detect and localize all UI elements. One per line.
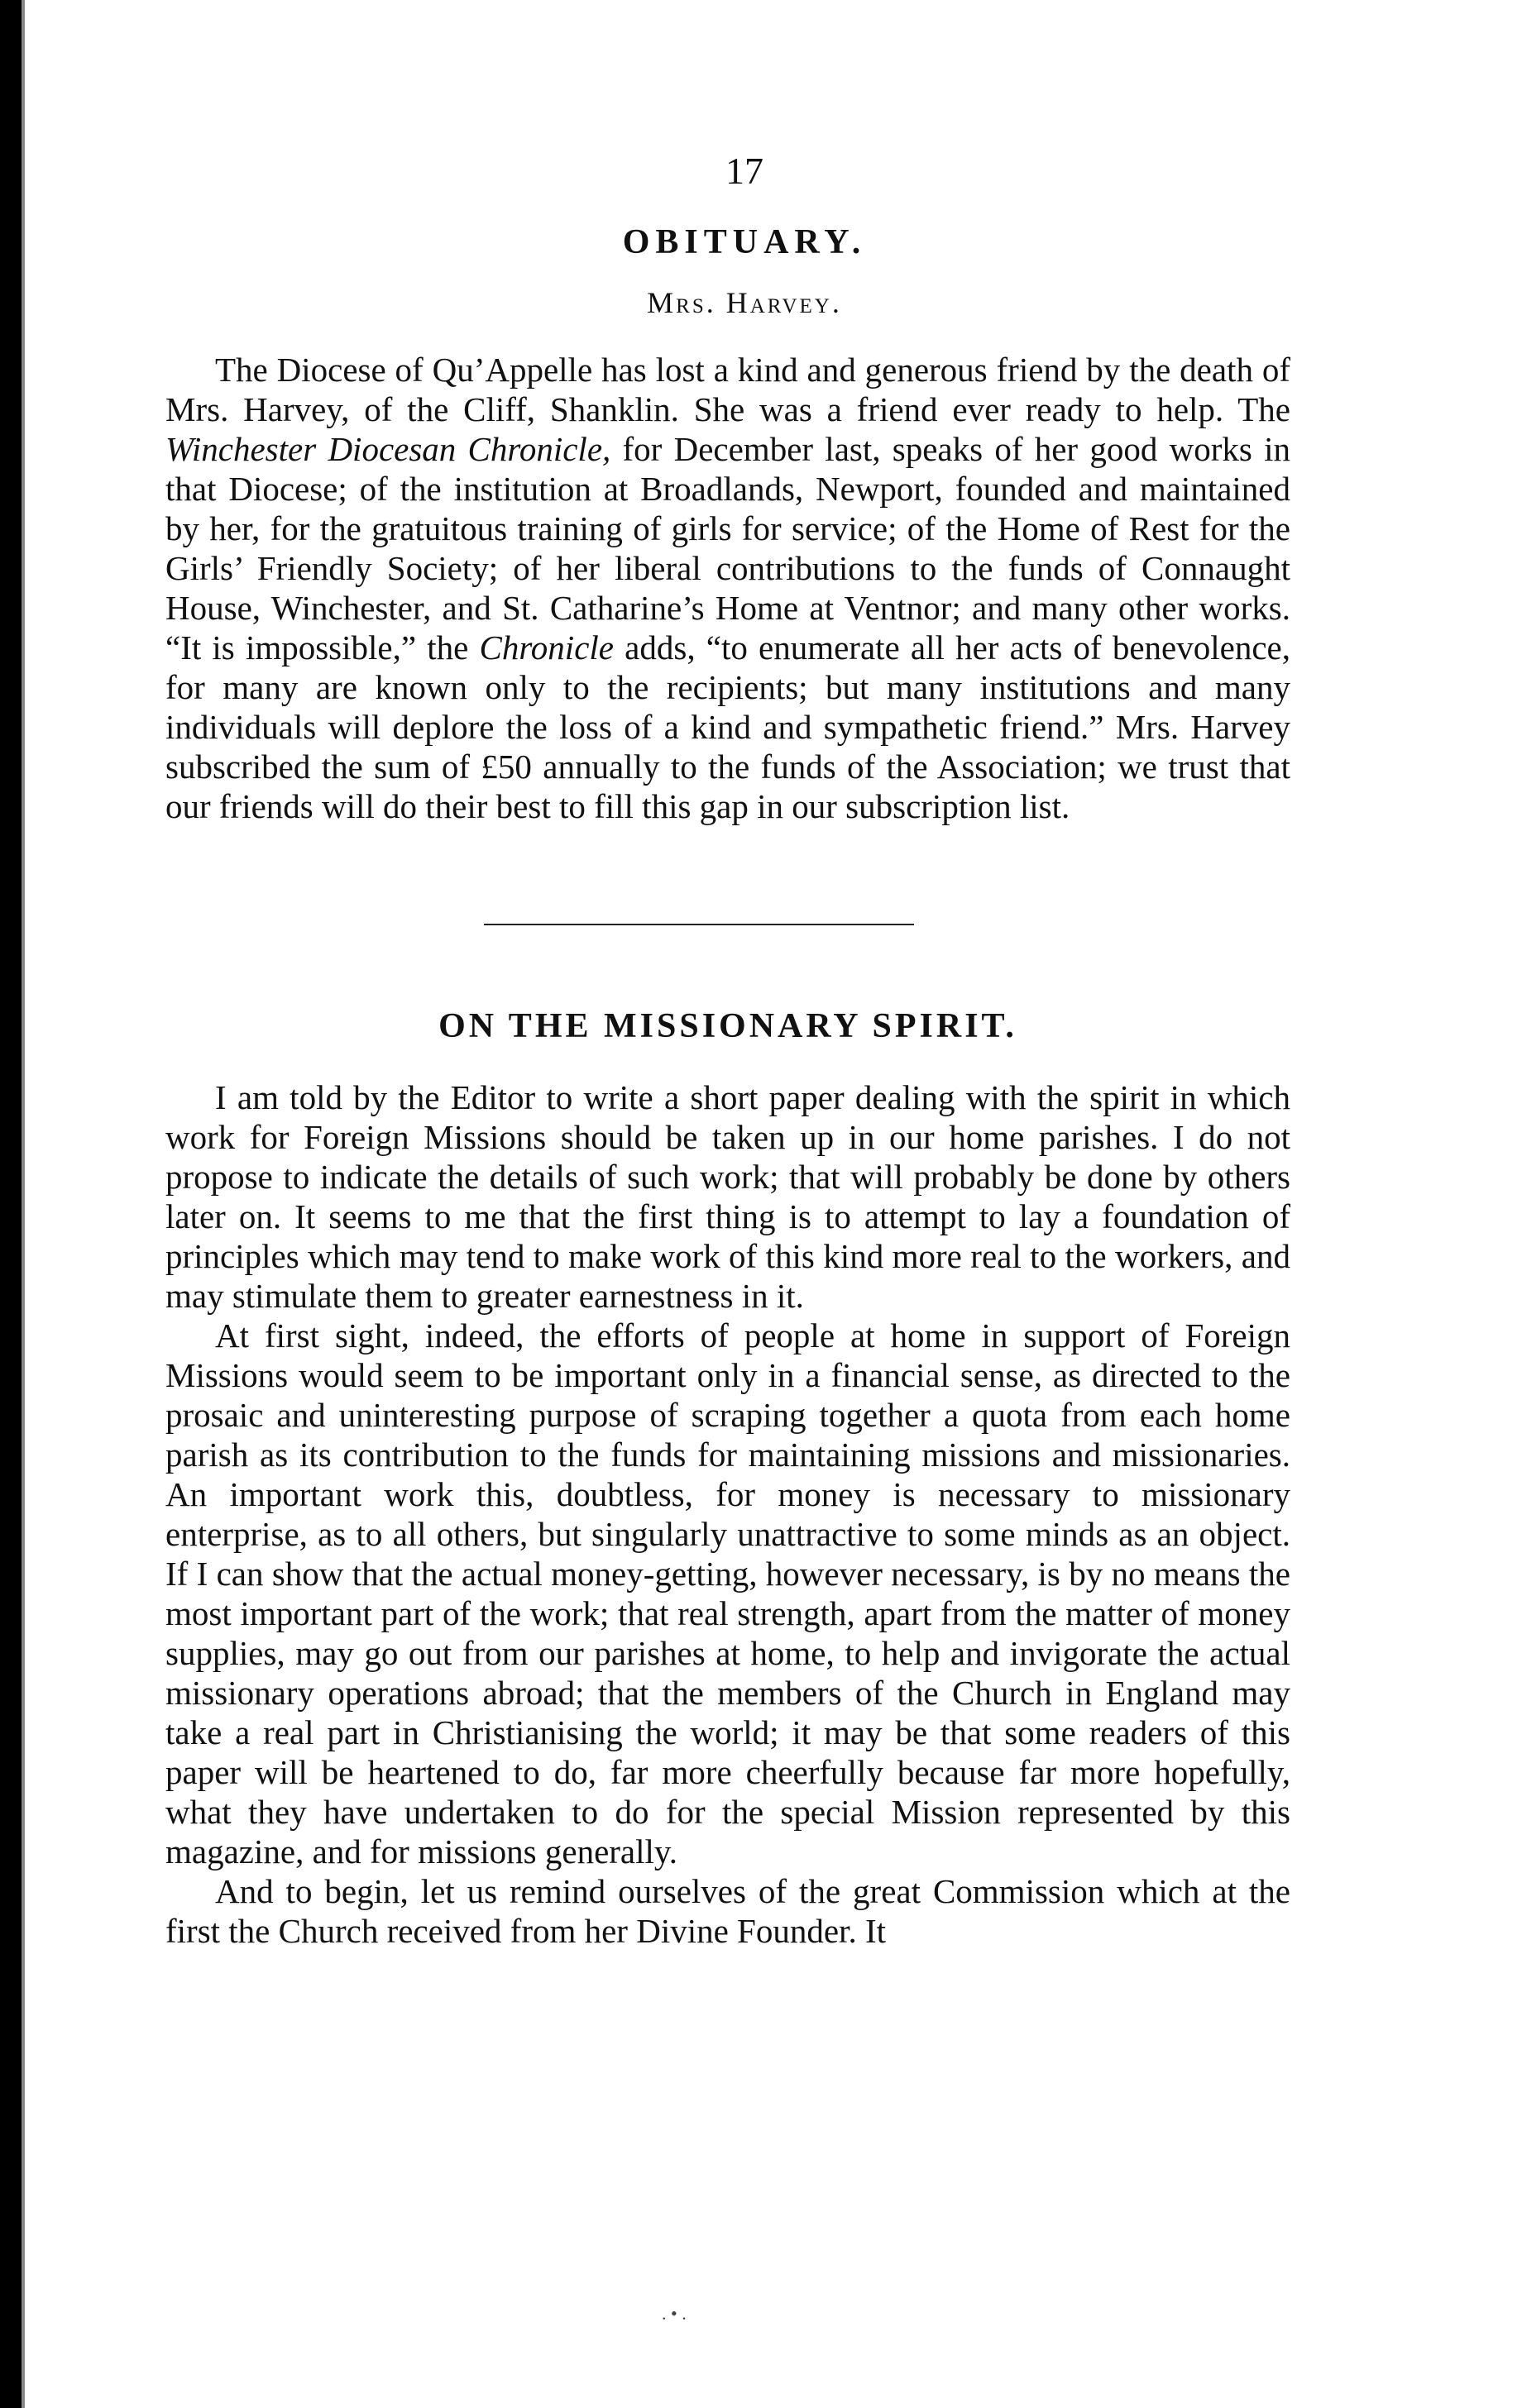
obituary-paragraph (165, 350, 1290, 826)
scan-edge-shadow (22, 0, 25, 2408)
obituary-title: OBITUARY. (622, 223, 867, 261)
obituary-subtitle: Mrs. Harvey. (647, 286, 842, 319)
page-number: 17 (725, 150, 763, 192)
obituary-text-2: for December last, speaks of her good works in that Diocese; of the institution at Broadlands, Newport, founded and maintained by her, for the gratuitous training of girls for service; of the Home of Rest for the Girls’ Friendly Society; of her liberal contributions to the funds of Connaught House, Winchester, and St. Catharine’s Home at Ventnor; and many other works. “It is impossible,” the (165, 430, 1290, 666)
obituary-text-3: adds, “to enumerate all her acts of benevolence, for many are known only to the recipients; but many institutions and many individuals will deplore the loss of a kind and sympathetic friend.” Mrs. Harvey subscribed the sum of £50 annually to the funds of the Association; we trust that our friends will do their best to fill this gap in our subscription list. (165, 628, 1290, 825)
missionary-paragraph: I am told by the Editor to write a short paper dealing with the spirit in which work for Foreign Missions should be taken up in our home parishes. I do not propose to indicate the details of such work; that will probably be done by others later on. It seems to me that the first thing is to attempt to lay a foundation of principles which may tend to make work of this kind more real to the workers, and may stimulate them to greater earnestness in it. (165, 1078, 1290, 1315)
page (165, 149, 1290, 1951)
scan-edge (0, 0, 22, 2408)
chronicle-name-italic: Chronicle (479, 628, 614, 666)
missionary-title: ON THE MISSIONARY SPIRIT. (438, 1007, 1017, 1045)
scan-specks: . • . (662, 2303, 687, 2324)
chronicle-title-italic: Winchester Diocesan Chronicle, (165, 430, 611, 468)
section-divider (484, 924, 914, 925)
missionary-paragraph: At first sight, indeed, the efforts of people at home in support of Foreign Missions would seem to be important only in a financial sense, as directed to the prosaic and uninteresting purpose of scraping together a quota from each home parish as its contribution to the funds for maintaining missions and missionaries. An important work this, doubtless, for money is necessary to missionary enterprise, as to all others, but singularly unattractive to some minds as an object. If I can show that the actual money-getting, however necessary, is by no means the most important part of the work; that real strength, apart from the matter of money supplies, may go out from our parishes at home, to help and invigorate the actual missionary operations abroad; that the members of the Church in England may take a real part in Christianising the world; it may be that some readers of this paper will be heartened to do, far more cheerfully because far more hopefully, what they have undertaken to do for the special Mission represented by this magazine, and for missions generally. (165, 1316, 1290, 1870)
obituary-text-1: The Diocese of Qu’Appelle has lost a kind and generous friend by the death of Mrs. Harvey, of the Cliff, Shanklin. She was a friend ever ready to help. The (165, 351, 1290, 428)
missionary-paragraph: And to begin, let us remind ourselves of the great Commission which at the first the Church received from her Divine Founder. It (165, 1872, 1290, 1950)
